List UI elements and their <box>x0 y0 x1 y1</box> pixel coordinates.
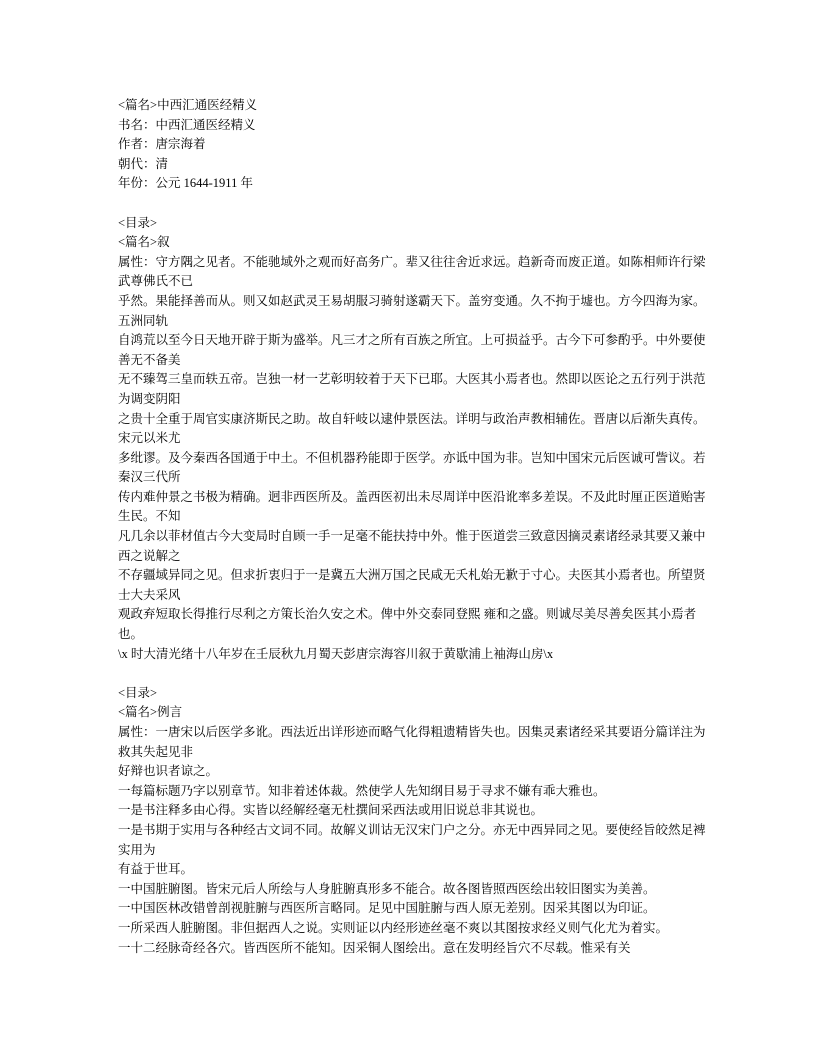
body-line: 多纰谬。及今秦西各国通于中土。不但机器矜能即于医学。亦诋中国为非。岂知中国宋元后医诚可訾议。若秦汉三代所 <box>118 450 706 485</box>
body-line: 一中国脏腑图。皆宋元后人所绘与人身脏腑真形多不能合。故各图皆照西医绘出较旧图实为美善。 <box>118 881 656 896</box>
section-title: <篇名>叙 <box>118 235 170 250</box>
body-line: 一中国医林改错曾剖视脏腑与西医所言略同。足见中国脏腑与西人原无差别。因采其图以为印证。 <box>118 901 656 916</box>
body-line: 之贵十全重于周官实康济斯民之助。故自轩岐以逮仲景医法。详明与政治声教相辅佐。晋唐以后渐失真传。宋元以米尤 <box>118 411 706 446</box>
header-line: 朝代：清 <box>118 156 169 171</box>
header-line: 作者：唐宗海着 <box>118 137 206 152</box>
body-line: 观政弃短取长得推行尽利之方策长治久安之术。俾中外交泰同登熙 雍和之盛。则诚尽美尽善矣医其小焉者也。 <box>118 607 697 642</box>
body-line: 乎然。果能择善而从。则又如赵武灵王易胡服习骑射遂霸天下。盖穷变通。久不拘于墟也。方今四海为家。五洲同轨 <box>118 293 706 328</box>
body-line: 一十二经脉奇经各穴。皆西医所不能知。因采铜人图绘出。意在发明经旨穴不尽载。惟采有关 <box>118 940 631 955</box>
body-line: 属性：一唐宋以后医学多讹。西法近出详形迹而略气化得粗遗精皆失也。因集灵素诸经采其要语分篇详注为救其失起见非 <box>118 725 706 759</box>
header-line: 书名：中西汇通医经精义 <box>118 117 256 132</box>
body-line: 有益于世耳。 <box>118 862 194 877</box>
document-body <box>118 96 714 958</box>
colophon-line: \x 时大清光绪十八年岁在壬辰秋九月蜀天彭唐宗海容川叙于黄歇浦上袖海山房\x <box>118 646 554 661</box>
body-line: 凡几余以菲材值古今大变局时自顾一手一足毫不能扶持中外。惟于医道尝三致意因摘灵素诸经录其要又兼中西之说解之 <box>118 529 706 563</box>
spacer <box>118 664 714 684</box>
body-line: 属性：守方隅之见者。不能驰域外之观而好高务广。辈又往往舍近求远。趋新奇而废正道。如陈相师许行梁武尊佛氏不已 <box>118 254 706 289</box>
body-line: 自鸿荒以至今日天地开辟于斯为盛举。凡三才之所有百族之所宜。上可损益乎。古今下可参酌乎。中外要使善无不备美 <box>118 333 706 367</box>
spacer <box>118 194 714 214</box>
body-line: 不存疆域异同之见。但求折衷归于一是冀五大洲万国之民咸无夭札始无歉于寸心。夫医其小焉者也。所望贤士大夫采风 <box>118 568 706 602</box>
header-line: 年份：公元 1644-1911 年 <box>118 176 253 191</box>
body-line: 一是书注释多由心得。实皆以经解经毫无杜撰间采西法或用旧说总非其说也。 <box>118 803 544 818</box>
header-line: <篇名>中西汇通医经精义 <box>118 98 258 112</box>
body-line: 一每篇标题乃字以别章节。知非着述体裁。然使学人先知纲目易于寻求不嫌有乖大雅也。 <box>118 783 606 798</box>
body-line: 一所采西人脏腑图。非但据西人之说。实则证以内经形迹丝毫不爽以其图按求经义则气化尤为着实。 <box>118 920 669 935</box>
body-line: 好辩也识者谅之。 <box>118 764 219 779</box>
catalog-marker: <目录> <box>118 215 158 230</box>
body-line: 传内难仲景之书极为精确。迥非西医所及。盖西医初出未尽周详中医沿讹率多差误。不及此时厘正医道贻害生民。不知 <box>118 489 706 524</box>
catalog-marker: <目录> <box>118 685 158 700</box>
section-title: <篇名>例言 <box>118 705 183 720</box>
body-line: 无不臻驾三皇而轶五帝。岂独一材一艺彰明较着于天下已耶。大医其小焉者也。然即以医论之五行列于洪范为调变阴阳 <box>118 372 706 406</box>
body-line: 一是书期于实用与各种经古文词不同。故解义训诂无汉宋门户之分。亦无中西异同之见。要使经旨皎然足裨实用为 <box>118 822 706 857</box>
